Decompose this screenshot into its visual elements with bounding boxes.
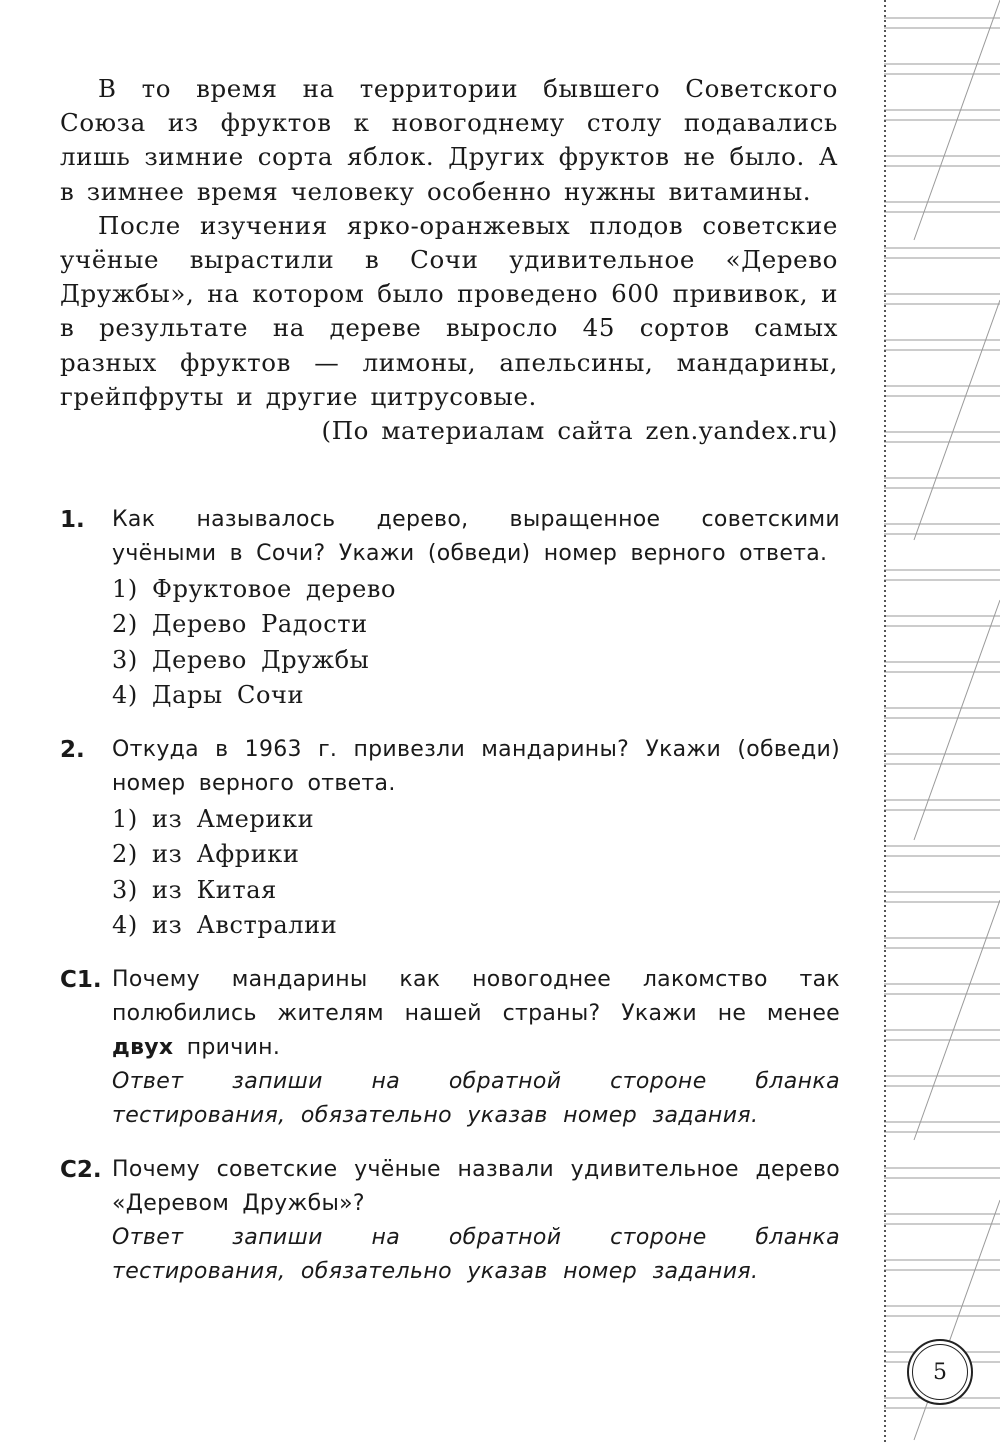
page-number: 5 — [933, 1359, 947, 1385]
answer-instruction: Ответ запиши на обратной стороне бланка тестирования, обязательно указав номер задания. — [112, 1225, 840, 1284]
slant-line — [914, 900, 1000, 1140]
page-number-badge — [907, 1339, 973, 1405]
question-number: С1. — [60, 967, 102, 993]
answer-option[interactable]: 3) Дерево Дружбы — [112, 645, 370, 674]
question-text: Почему советские учёные назвали удивительное дерево «Деревом Дружбы»? — [112, 1157, 840, 1216]
ruled-margin — [884, 0, 1000, 1442]
slant-line — [914, 600, 1000, 840]
question-2 — [60, 733, 840, 943]
passage-paragraph-1: В то время на территории бывшего Советского Союза из фруктов к новогоднему столу подавались лишь зимние сорта яблок. Других фруктов не было. А в зимнее время человеку особенно нужны витамины. — [60, 74, 838, 206]
question-number: С2. — [60, 1157, 102, 1183]
answer-option[interactable]: 4) Дары Сочи — [112, 680, 305, 709]
answer-option[interactable]: 2) из Африки — [112, 840, 300, 869]
question-text — [112, 963, 840, 1065]
question-number: 2. — [60, 737, 85, 763]
dotted-margin-line — [884, 0, 886, 1442]
answer-option[interactable]: 3) из Китая — [112, 875, 277, 904]
answer-option[interactable]: 4) из Австралии — [112, 910, 338, 939]
answer-option[interactable]: 1) из Америки — [112, 805, 315, 833]
question-1 — [60, 503, 840, 713]
slant-line — [914, 300, 1000, 540]
question-text: Как называлось дерево, выращенное советскими учёными в Сочи? Укажи (обведи) номер верного ответа. — [112, 507, 840, 566]
passage-paragraph-2: После изучения ярко-оранжевых плодов советские учёные вырастили в Сочи удивительное «Дерево Дружбы», на котором было проведено 600 прививок, и в результате на дереве выросло 45 сортов самых разных фруктов — лимоны, апельсины, мандарины, грейпфруты и другие цитрусовые. — [60, 210, 838, 411]
question-text: Откуда в 1963 г. привезли мандарины? Укажи (обведи) номер верного ответа. — [112, 737, 840, 796]
answer-option[interactable]: 2) Дерево Радости — [112, 610, 368, 639]
answer-options — [112, 802, 840, 943]
question-text-part: причин. — [186, 1035, 281, 1060]
reading-passage — [60, 72, 838, 448]
slant-line — [914, 1200, 1000, 1440]
question-c1 — [60, 963, 840, 1133]
answer-options — [112, 572, 840, 713]
answer-option[interactable]: 1) Фруктовое дерево — [112, 575, 397, 603]
emphasis-text: двух — [112, 1035, 174, 1060]
question-text-part: Почему мандарины как новогоднее лакомство так полюбились жителям нашей страны? Укажи не менее — [112, 967, 840, 1026]
ruled-lines — [884, 0, 1000, 1442]
answer-instruction: Ответ запиши на обратной стороне бланка тестирования, обязательно указав номер задания. — [112, 1069, 840, 1128]
question-number: 1. — [60, 507, 85, 533]
question-c2 — [60, 1153, 840, 1289]
passage-source: (По материалам сайта zen.yandex.ru) — [321, 416, 838, 446]
